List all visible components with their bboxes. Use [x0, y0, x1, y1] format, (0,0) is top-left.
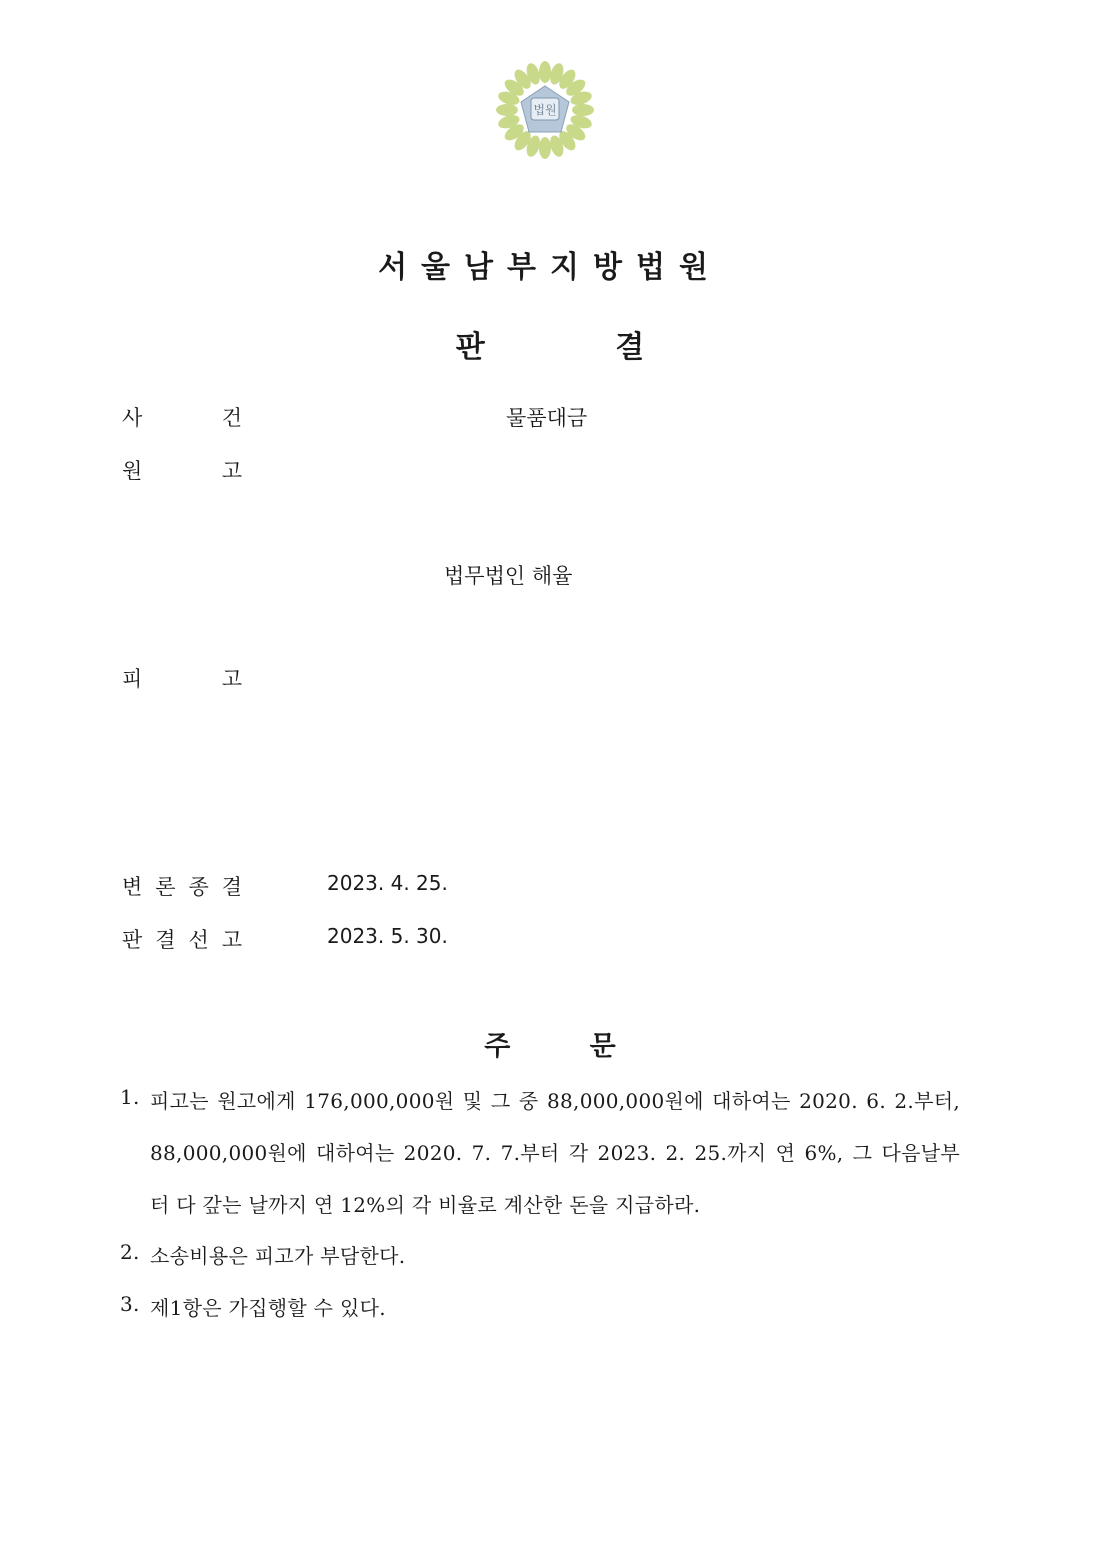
emblem-petal — [572, 104, 594, 116]
closing-date-value: 2023. 4. 25. — [327, 871, 448, 895]
closing-date-label — [122, 871, 242, 901]
label-char: 고 — [221, 928, 242, 952]
plaintiff-counsel: 법무법인 해율 — [444, 564, 573, 588]
label-char: 변 — [122, 875, 143, 899]
emblem-petal — [539, 61, 551, 83]
label-char: 결 — [155, 928, 176, 952]
order-item-2-num: 2. — [120, 1240, 140, 1264]
case-value: 물품대금 — [506, 406, 588, 430]
court-emblem-graphic — [493, 60, 597, 160]
judgment-date-label — [122, 924, 242, 954]
order-item-1-line-1: 피고는 원고에게 176,000,000원 및 그 중 88,000,000원에 대하여는 2020. 6. 2.부터, — [150, 1089, 960, 1113]
label-char: 종 — [188, 875, 209, 899]
order-item-3-text: 제1항은 가집행할 수 있다. — [150, 1296, 386, 1320]
label-char: 결 — [221, 875, 242, 899]
label-char: 고 — [221, 667, 242, 691]
case-label — [122, 402, 242, 432]
label-char: 고 — [221, 459, 242, 483]
label-char: 건 — [221, 406, 242, 430]
label-char: 원 — [122, 459, 143, 483]
order-item-1-line-2: 88,000,000원에 대하여는 2020. 7. 7.부터 각 2023. 2. 25.까지 연 6%, 그 다음날부 — [150, 1141, 960, 1165]
plaintiff-label — [122, 455, 242, 485]
court-name: 서울남부지방법원 — [378, 250, 722, 285]
order-item-2-text: 소송비용은 피고가 부담한다. — [150, 1244, 406, 1268]
label-char: 론 — [155, 875, 176, 899]
court-emblem — [493, 60, 597, 160]
label-char: 판 — [122, 928, 143, 952]
defendant-label — [122, 663, 242, 693]
emblem-text: 법원 — [533, 103, 557, 117]
order-item-1-num: 1. — [120, 1085, 140, 1109]
emblem-petal — [539, 137, 551, 159]
judgment-date-value: 2023. 5. 30. — [327, 924, 448, 948]
label-char: 선 — [188, 928, 209, 952]
order-item-3-num: 3. — [120, 1292, 140, 1316]
label-char: 사 — [122, 406, 143, 430]
document-title: 판 결 — [455, 330, 645, 365]
order-title: 주 문 — [484, 1031, 616, 1062]
emblem-petal — [496, 104, 518, 116]
order-item-1-line-3: 터 다 갚는 날까지 연 12%의 각 비율로 계산한 돈을 지급하라. — [150, 1193, 701, 1217]
label-char: 피 — [122, 667, 143, 691]
